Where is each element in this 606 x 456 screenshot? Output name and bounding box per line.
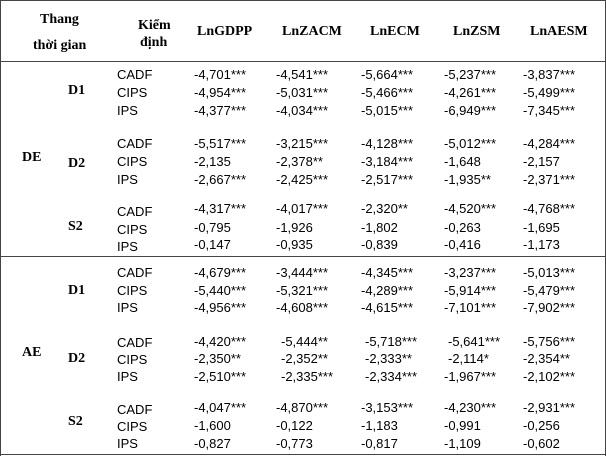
table-cell: -2,517*** (361, 172, 414, 187)
test-label: CIPS (117, 419, 148, 434)
table-cell: -2,931*** (523, 400, 576, 415)
test-label: IPS (117, 172, 138, 187)
column-header-lnaesm: LnAESM (530, 24, 588, 39)
test-label: IPS (117, 103, 138, 118)
subgroup-label-ae-s2: S2 (68, 414, 83, 429)
table-cell: -0,773 (276, 436, 313, 451)
table-cell: -1,183 (361, 418, 398, 433)
table-cell: -2,350** (194, 351, 241, 366)
table-cell: -1,967*** (444, 369, 497, 384)
table-cell: -0,147 (194, 237, 231, 252)
test-label: CIPS (117, 352, 148, 367)
table-cell: -4,956*** (194, 300, 247, 315)
table-cell: -5,466*** (361, 85, 414, 100)
table-cell: -1,695 (523, 220, 560, 235)
table-cell: -4,701*** (194, 67, 247, 82)
subgroup-label-ae-d1: D1 (68, 283, 86, 298)
table-cell: -1,173 (523, 237, 560, 252)
table-cell: -0,263 (444, 220, 481, 235)
table-cell: -5,440*** (194, 283, 247, 298)
table-cell: -5,718*** (365, 334, 418, 349)
table-cell: -4,608*** (276, 300, 329, 315)
test-label: CADF (117, 402, 153, 417)
table-cell: -1,935** (444, 172, 491, 187)
table-cell: -2,371*** (523, 172, 576, 187)
table-cell: -3,153*** (361, 400, 414, 415)
table-cell: -4,679*** (194, 265, 247, 280)
table-cell: -0,827 (194, 436, 231, 451)
table-cell: -1,109 (444, 436, 481, 451)
table-cell: -2,354** (523, 351, 570, 366)
table-cell: -0,602 (523, 436, 560, 451)
test-label: CIPS (117, 154, 148, 169)
test-label: IPS (117, 436, 138, 451)
table-cell: -2,157 (523, 154, 560, 169)
table-cell: -0,122 (276, 418, 313, 433)
group-separator-border (0, 256, 606, 257)
column-header-lngdpp: LnGDPP (197, 24, 253, 39)
test-label: IPS (117, 239, 138, 254)
table-cell: -3,837*** (523, 67, 576, 82)
table-cell: -2,425*** (276, 172, 329, 187)
table-cell: -1,926 (276, 220, 313, 235)
table-cell: -7,902*** (523, 300, 576, 315)
table-cell: -4,284*** (523, 136, 576, 151)
header-test-line1: Kiểm (138, 18, 171, 33)
table-cell: -3,215*** (276, 136, 329, 151)
table-cell: -4,768*** (523, 201, 576, 216)
table-bottom-border (0, 454, 606, 455)
header-test-line2: định (140, 35, 168, 50)
table-cell: -2,378** (276, 154, 323, 169)
test-label: CIPS (117, 283, 148, 298)
table-cell: -0,839 (361, 237, 398, 252)
table-cell: -2,334*** (365, 369, 418, 384)
table-cell: -0,256 (523, 418, 560, 433)
test-label: CIPS (117, 85, 148, 100)
group-label-de: DE (22, 150, 42, 165)
table-cell: -0,817 (361, 436, 398, 451)
table-cell: -5,015*** (361, 103, 414, 118)
table-cell: -5,013*** (523, 265, 576, 280)
table-cell: -4,289*** (361, 283, 414, 298)
table-cell: -5,237*** (444, 67, 497, 82)
table-cell: -5,012*** (444, 136, 497, 151)
table-cell: -2,102*** (523, 369, 576, 384)
table-cell: -5,031*** (276, 85, 329, 100)
column-header-lnecm: LnECM (370, 24, 420, 39)
table-top-border (0, 0, 606, 1)
group-label-ae: AE (22, 345, 42, 360)
header-period-line2: thời gian (33, 38, 87, 53)
table-cell: -4,615*** (361, 300, 414, 315)
table-cell: -5,664*** (361, 67, 414, 82)
table-cell: -4,870*** (276, 400, 329, 415)
table-cell: -4,047*** (194, 400, 247, 415)
table-cell: -1,600 (194, 418, 231, 433)
table-cell: -2,320** (361, 201, 408, 216)
test-label: CIPS (117, 222, 148, 237)
table-cell: -5,444** (281, 334, 328, 349)
test-label: CADF (117, 265, 153, 280)
test-label: CADF (117, 204, 153, 219)
table-cell: -0,416 (444, 237, 481, 252)
table-cell: -2,352** (281, 351, 328, 366)
subgroup-label-de-d2: D2 (68, 156, 86, 171)
table-cell: -1,648 (444, 154, 481, 169)
test-label: IPS (117, 369, 138, 384)
test-label: CADF (117, 67, 153, 82)
table-cell: -3,444*** (276, 265, 329, 280)
table-cell: -7,101*** (444, 300, 497, 315)
table-cell: -2,114* (448, 351, 489, 366)
table-cell: -1,802 (361, 220, 398, 235)
table-cell: -4,230*** (444, 400, 497, 415)
test-label: CADF (117, 335, 153, 350)
table-cell: -4,345*** (361, 265, 414, 280)
table-cell: -2,667*** (194, 172, 247, 187)
header-period-line1: Thang (40, 12, 79, 27)
table-cell: -7,345*** (523, 103, 576, 118)
subgroup-label-de-d1: D1 (68, 83, 86, 98)
table-cell: -4,377*** (194, 103, 247, 118)
table-cell: -2,333** (365, 351, 412, 366)
table-cell: -5,479*** (523, 283, 576, 298)
test-label: IPS (117, 300, 138, 315)
table-cell: -0,795 (194, 220, 231, 235)
subgroup-label-de-s2: S2 (68, 219, 83, 234)
table-cell: -4,034*** (276, 103, 329, 118)
table-cell: -0,935 (276, 237, 313, 252)
table-cell: -2,510*** (194, 369, 247, 384)
table-cell: -4,317*** (194, 201, 247, 216)
table-cell: -4,420*** (194, 334, 247, 349)
table-cell: -5,499*** (523, 85, 576, 100)
table-cell: -2,135 (194, 154, 231, 169)
table-cell: -4,954*** (194, 85, 247, 100)
table-cell: -3,184*** (361, 154, 414, 169)
column-header-lnzacm: LnZACM (282, 24, 342, 39)
table-cell: -5,914*** (444, 283, 497, 298)
table-cell: -4,541*** (276, 67, 329, 82)
table-cell: -2,335*** (281, 369, 334, 384)
header-bottom-border (0, 61, 606, 62)
table-cell: -4,128*** (361, 136, 414, 151)
table-cell: -4,520*** (444, 201, 497, 216)
subgroup-label-ae-d2: D2 (68, 351, 86, 366)
column-header-lnzsm: LnZSM (453, 24, 501, 39)
table-cell: -0,991 (444, 418, 481, 433)
table-cell: -5,641*** (448, 334, 501, 349)
test-label: CADF (117, 136, 153, 151)
table-cell: -5,517*** (194, 136, 247, 151)
table-cell: -5,321*** (276, 283, 329, 298)
table-cell: -6,949*** (444, 103, 497, 118)
table-cell: -4,017*** (276, 201, 329, 216)
table-left-border (0, 0, 1, 456)
table-cell: -3,237*** (444, 265, 497, 280)
table-cell: -5,756*** (523, 334, 576, 349)
table-cell: -4,261*** (444, 85, 497, 100)
